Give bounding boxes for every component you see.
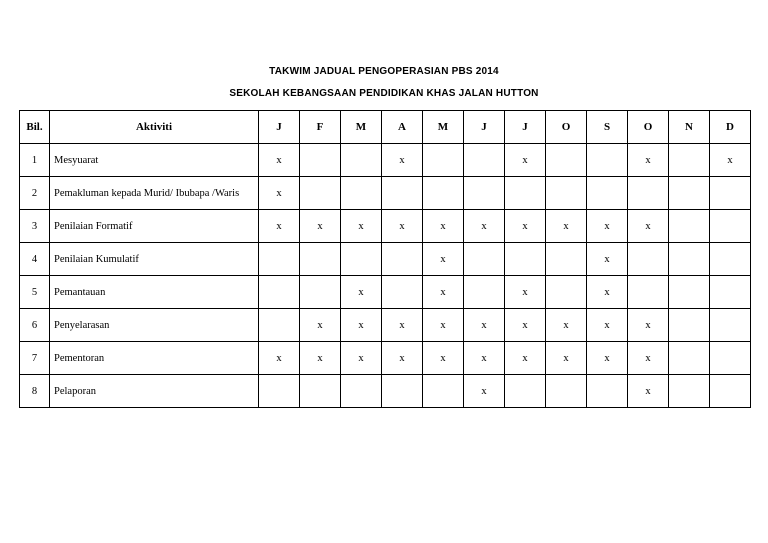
month-mark-cell <box>382 276 423 309</box>
month-mark-cell: x <box>341 309 382 342</box>
month-mark-cell: x <box>628 144 669 177</box>
month-mark-cell <box>341 177 382 210</box>
month-mark-cell <box>464 276 505 309</box>
header-month: F <box>300 111 341 144</box>
month-mark-cell <box>669 210 710 243</box>
table-row <box>20 144 751 177</box>
month-mark-cell: x <box>628 375 669 408</box>
month-mark-cell: x <box>423 276 464 309</box>
table-row <box>20 342 751 375</box>
month-mark-cell <box>505 243 546 276</box>
month-mark-cell: x <box>259 177 300 210</box>
month-mark-cell: x <box>505 210 546 243</box>
header-month: J <box>259 111 300 144</box>
row-number: 8 <box>20 375 50 408</box>
month-mark-cell <box>710 309 751 342</box>
month-mark-cell: x <box>341 276 382 309</box>
month-mark-cell <box>300 177 341 210</box>
month-mark-cell <box>587 144 628 177</box>
month-mark-cell <box>628 177 669 210</box>
month-mark-cell <box>464 144 505 177</box>
month-mark-cell: x <box>423 243 464 276</box>
month-mark-cell <box>669 375 710 408</box>
activity-name: Pemakluman kepada Murid/ Ibubapa /Waris <box>50 177 259 210</box>
month-mark-cell <box>423 177 464 210</box>
header-row <box>20 111 751 144</box>
month-mark-cell <box>341 243 382 276</box>
activity-name: Penilaian Formatif <box>50 210 259 243</box>
header-month: A <box>382 111 423 144</box>
month-mark-cell <box>300 276 341 309</box>
month-mark-cell: x <box>505 342 546 375</box>
month-mark-cell: x <box>546 309 587 342</box>
month-mark-cell <box>259 276 300 309</box>
month-mark-cell: x <box>300 342 341 375</box>
month-mark-cell: x <box>259 144 300 177</box>
header-bil: Bil. <box>20 111 50 144</box>
month-mark-cell: x <box>341 210 382 243</box>
header-month: D <box>710 111 751 144</box>
month-mark-cell: x <box>546 342 587 375</box>
month-mark-cell: x <box>259 210 300 243</box>
month-mark-cell: x <box>628 210 669 243</box>
month-mark-cell: x <box>587 276 628 309</box>
month-mark-cell <box>669 177 710 210</box>
month-mark-cell <box>669 309 710 342</box>
header-month: J <box>505 111 546 144</box>
month-mark-cell <box>300 144 341 177</box>
month-mark-cell <box>587 177 628 210</box>
month-mark-cell: x <box>505 309 546 342</box>
row-number: 4 <box>20 243 50 276</box>
row-number: 6 <box>20 309 50 342</box>
month-mark-cell <box>710 276 751 309</box>
month-mark-cell <box>464 177 505 210</box>
month-mark-cell: x <box>628 309 669 342</box>
month-mark-cell <box>505 177 546 210</box>
month-mark-cell: x <box>505 276 546 309</box>
activity-name: Pelaporan <box>50 375 259 408</box>
activity-name: Penyelarasan <box>50 309 259 342</box>
month-mark-cell <box>669 243 710 276</box>
month-mark-cell: x <box>300 210 341 243</box>
month-mark-cell <box>259 375 300 408</box>
month-mark-cell: x <box>546 210 587 243</box>
month-mark-cell <box>669 144 710 177</box>
table-row <box>20 243 751 276</box>
month-mark-cell <box>669 342 710 375</box>
schedule-table <box>19 110 751 408</box>
row-number: 1 <box>20 144 50 177</box>
month-mark-cell <box>669 276 710 309</box>
month-mark-cell: x <box>382 144 423 177</box>
month-mark-cell <box>382 243 423 276</box>
month-mark-cell <box>464 243 505 276</box>
activity-name: Penilaian Kumulatif <box>50 243 259 276</box>
table-body <box>20 144 751 408</box>
row-number: 3 <box>20 210 50 243</box>
activity-name: Pemantauan <box>50 276 259 309</box>
month-mark-cell: x <box>300 309 341 342</box>
month-mark-cell <box>259 309 300 342</box>
table-row <box>20 276 751 309</box>
header-month: S <box>587 111 628 144</box>
table-row <box>20 309 751 342</box>
table-row <box>20 210 751 243</box>
month-mark-cell <box>587 375 628 408</box>
month-mark-cell: x <box>464 342 505 375</box>
month-mark-cell: x <box>341 342 382 375</box>
month-mark-cell: x <box>382 342 423 375</box>
document-subtitle: SEKOLAH KEBANGSAAN PENDIDIKAN KHAS JALAN HUTTON <box>229 88 539 99</box>
month-mark-cell <box>259 243 300 276</box>
month-mark-cell <box>628 243 669 276</box>
month-mark-cell <box>546 177 587 210</box>
month-mark-cell <box>546 375 587 408</box>
row-number: 2 <box>20 177 50 210</box>
month-mark-cell <box>341 144 382 177</box>
month-mark-cell: x <box>464 210 505 243</box>
month-mark-cell <box>710 243 751 276</box>
month-mark-cell <box>710 375 751 408</box>
activity-name: Mesyuarat <box>50 144 259 177</box>
month-mark-cell <box>546 276 587 309</box>
row-number: 5 <box>20 276 50 309</box>
month-mark-cell <box>546 243 587 276</box>
month-mark-cell: x <box>382 309 423 342</box>
month-mark-cell <box>423 144 464 177</box>
month-mark-cell: x <box>587 309 628 342</box>
month-mark-cell <box>382 177 423 210</box>
month-mark-cell <box>300 243 341 276</box>
month-mark-cell: x <box>710 144 751 177</box>
month-mark-cell <box>628 276 669 309</box>
table-row <box>20 375 751 408</box>
month-mark-cell: x <box>587 243 628 276</box>
header-month: N <box>669 111 710 144</box>
month-mark-cell: x <box>423 210 464 243</box>
header-activity: Aktiviti <box>50 111 259 144</box>
activity-name: Pementoran <box>50 342 259 375</box>
month-mark-cell <box>710 342 751 375</box>
header-month: J <box>464 111 505 144</box>
document-title: TAKWIM JADUAL PENGOPERASIAN PBS 2014 <box>269 66 499 77</box>
month-mark-cell: x <box>587 342 628 375</box>
month-mark-cell: x <box>628 342 669 375</box>
month-mark-cell: x <box>259 342 300 375</box>
month-mark-cell <box>546 144 587 177</box>
header-month: M <box>423 111 464 144</box>
header-month: O <box>628 111 669 144</box>
month-mark-cell: x <box>587 210 628 243</box>
month-mark-cell: x <box>423 309 464 342</box>
month-mark-cell <box>710 177 751 210</box>
month-mark-cell: x <box>505 144 546 177</box>
month-mark-cell: x <box>464 309 505 342</box>
month-mark-cell <box>505 375 546 408</box>
month-mark-cell <box>382 375 423 408</box>
header-month: M <box>341 111 382 144</box>
month-mark-cell: x <box>382 210 423 243</box>
row-number: 7 <box>20 342 50 375</box>
month-mark-cell <box>300 375 341 408</box>
month-mark-cell <box>341 375 382 408</box>
month-mark-cell <box>710 210 751 243</box>
table-row <box>20 177 751 210</box>
month-mark-cell: x <box>423 342 464 375</box>
month-mark-cell <box>423 375 464 408</box>
month-mark-cell: x <box>464 375 505 408</box>
header-month: O <box>546 111 587 144</box>
